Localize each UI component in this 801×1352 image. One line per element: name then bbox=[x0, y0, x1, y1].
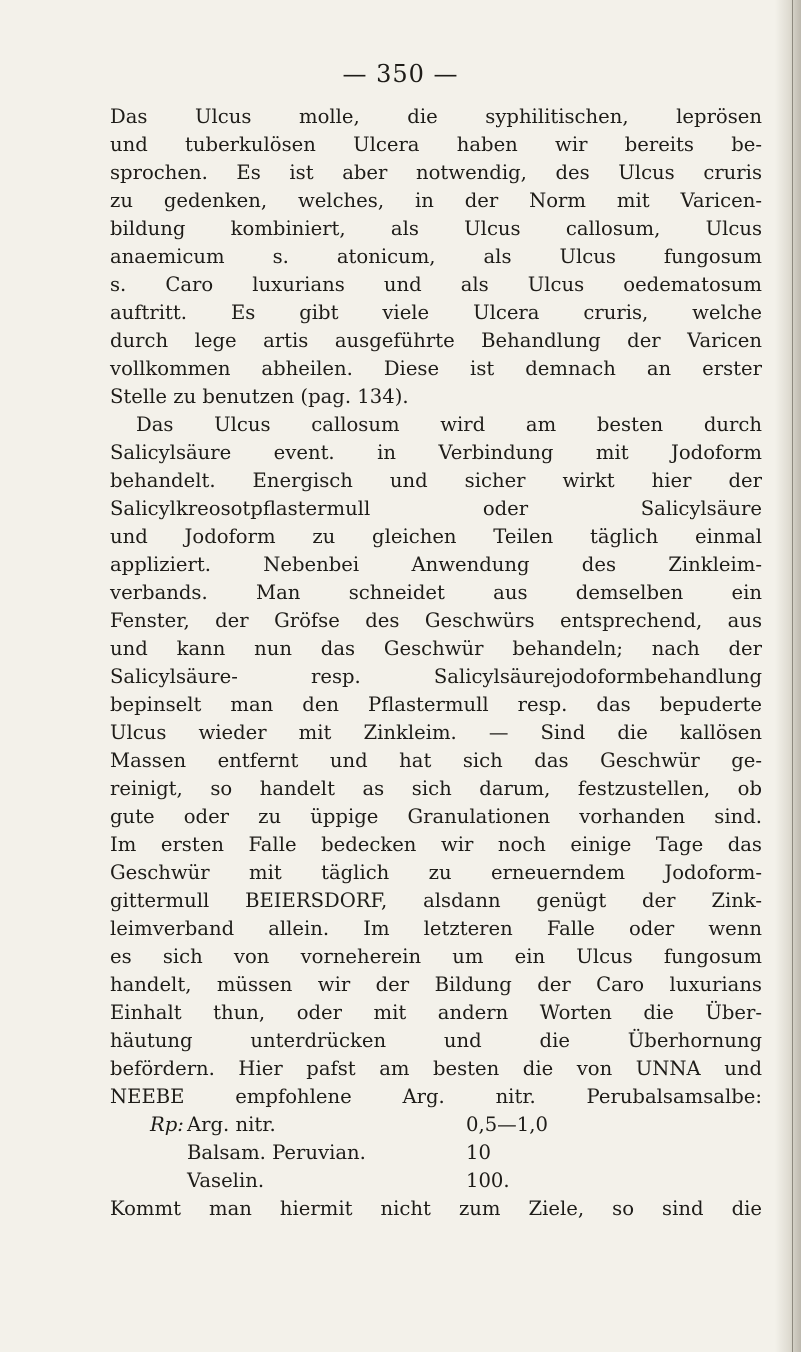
recipe-amount: 10 bbox=[466, 1141, 491, 1164]
text-line: Ulcus wieder mit Zinkleim. — Sind die kallösen bbox=[110, 721, 762, 744]
page-edge-line bbox=[792, 0, 793, 1352]
text-line: gute oder zu üppige Granulationen vorhanden sind. bbox=[110, 805, 762, 828]
recipe-sign: Rp: bbox=[150, 1113, 184, 1136]
recipe-row bbox=[110, 1139, 762, 1167]
recipe-row bbox=[110, 1167, 762, 1195]
text-line: appliziert. Nebenbei Anwendung des Zinkleim- bbox=[110, 553, 762, 576]
text-line: bildung kombiniert, als Ulcus callosum, Ulcus bbox=[110, 217, 762, 240]
text-line: Im ersten Falle bedecken wir noch einige Tage das bbox=[110, 833, 762, 856]
text-line: es sich von vorneherein um ein Ulcus fungosum bbox=[110, 945, 762, 968]
text-line: anaemicum s. atonicum, als Ulcus fungosum bbox=[110, 245, 762, 268]
text-line: sprochen. Es ist aber notwendig, des Ulcus cruris bbox=[110, 161, 762, 184]
recipe-item: Balsam. Peruvian. bbox=[187, 1141, 366, 1164]
text-line: Einhalt thun, oder mit andern Worten die Über- bbox=[110, 1001, 762, 1024]
text-line: behandelt. Energisch und sicher wirkt hier der bbox=[110, 469, 762, 492]
recipe-row bbox=[110, 1111, 762, 1139]
text-line: Massen entfernt und hat sich das Geschwür ge- bbox=[110, 749, 762, 772]
text-line: bepinselt man den Pflastermull resp. das bepuderte bbox=[110, 693, 762, 716]
text-line: Kommt man hiermit nicht zum Ziele, so sind die bbox=[110, 1197, 762, 1220]
recipe-item: Arg. nitr. bbox=[187, 1113, 276, 1136]
text-line: Salicylkreosotpflastermull oder Salicylsäure bbox=[110, 497, 762, 520]
text-line: gittermull BEIERSDORF, alsdann genügt der Zink- bbox=[110, 889, 762, 912]
text-line: und Jodoform zu gleichen Teilen täglich einmal bbox=[110, 525, 762, 548]
text-line: und tuberkulösen Ulcera haben wir bereits be- bbox=[110, 133, 762, 156]
text-line: zu gedenken, welches, in der Norm mit Varicen- bbox=[110, 189, 762, 212]
text-line: leimverband allein. Im letzteren Falle oder wenn bbox=[110, 917, 762, 940]
page-edge bbox=[775, 0, 801, 1352]
page-number: — 350 — bbox=[342, 60, 459, 88]
recipe-item: Vaselin. bbox=[187, 1169, 265, 1192]
text-line: Geschwür mit täglich zu erneuerndem Jodoform- bbox=[110, 861, 762, 884]
text-line: durch lege artis ausgeführte Behandlung der Varicen bbox=[110, 329, 762, 352]
recipe-amount: 100. bbox=[466, 1169, 510, 1192]
text-line: Salicylsäure- resp. Salicylsäurejodoformbehandlung bbox=[110, 665, 762, 688]
recipe-amount: 0,5—1,0 bbox=[466, 1113, 548, 1136]
text-line: s. Caro luxurians und als Ulcus oedematosum bbox=[110, 273, 762, 296]
text-line: Das Ulcus molle, die syphilitischen, leprösen bbox=[110, 105, 762, 128]
text-line: und kann nun das Geschwür behandeln; nach der bbox=[110, 637, 762, 660]
text-line: Stelle zu benutzen (pag. 134). bbox=[110, 385, 409, 408]
text-line: Fenster, der Gröfse des Geschwürs entsprechend, aus bbox=[110, 609, 762, 632]
text-line: häutung unterdrücken und die Überhornung bbox=[110, 1029, 762, 1052]
text-line: handelt, müssen wir der Bildung der Caro luxurians bbox=[110, 973, 762, 996]
text-line: befördern. Hier pafst am besten die von UNNA und bbox=[110, 1057, 762, 1080]
text-line: Salicylsäure event. in Verbindung mit Jodoform bbox=[110, 441, 762, 464]
text-line: auftritt. Es gibt viele Ulcera cruris, welche bbox=[110, 301, 762, 324]
text-line: NEEBE empfohlene Arg. nitr. Perubalsamsalbe: bbox=[110, 1085, 762, 1108]
text-line: verbands. Man schneidet aus demselben ein bbox=[110, 581, 762, 604]
body-text bbox=[110, 103, 762, 1223]
text-line: Das Ulcus callosum wird am besten durch bbox=[136, 413, 762, 436]
text-line: reinigt, so handelt as sich darum, festzustellen, ob bbox=[110, 777, 762, 800]
text-line: vollkommen abheilen. Diese ist demnach an erster bbox=[110, 357, 762, 380]
